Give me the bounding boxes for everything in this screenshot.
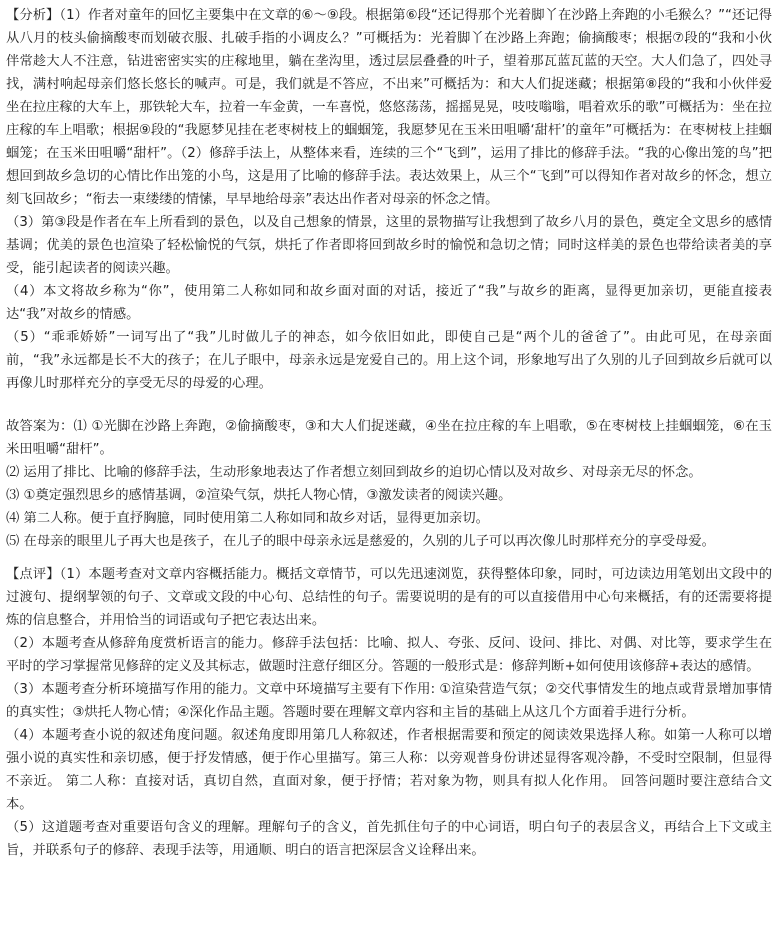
spacer bbox=[6, 553, 772, 563]
comment-paragraph-5: （5）这道题考查对重要语句含义的理解。理解句子的含义，首先抓住句子的中心词语，明白句子的表层含义，再结合上下文或主旨，并联系句子的修辞、表现手法等，用通顺、明白的语言把深层含义诠释出来。 bbox=[6, 820, 772, 858]
comment-paragraph-1: 【点评】（1）本题考查对文章内容概括能力。概括文章情节，可以先迅速浏览，获得整体印象，同时，可边读边用笔划出文段中的过渡句、提纲挈领的句子、文章或文段的中心句、总结性的句子。需要说明的是有的可以直接借用中心句来概括，有的还需要将提炼的信息整合，并用恰当的词语或句子把它表达出来。 bbox=[6, 567, 772, 628]
comment-paragraph-4: （4）本题考查小说的叙述角度问题。叙述角度即用第几人称叙述，作者根据需要和预定的阅读效果选择人称。如第一人称可以增强小说的真实性和亲切感，便于抒发情感，便于作心里描写。第三人称：以旁观普身份讲述显得客观冷静，不受时空限制，但显得不亲近。 第二人称：直接对话，真切自然，直面对象，便于抒情；若对象为物，则具有拟人化作用。 回答问题时要注意结合文本。 bbox=[6, 728, 772, 812]
analysis-paragraph-1: 【分析】（1）作者对童年的回忆主要集中在文章的⑥～⑨段。根据第⑥段“还记得那个光着脚丫在沙路上奔跑的小毛猴么？”“还记得从八月的枝头偷摘酸枣而划破衣服、扎破手指的小调皮么？”可概括为：光着脚丫在沙路上奔跑；偷摘酸枣；根据⑦段的“我和小伙伴常趁大人不注意，钻进密密实实的庄稼地里，躺在垄沟里，透过层层叠叠的叶子，望着那瓦蓝瓦蓝的天空。大人们急了，四处寻找，满村响起母亲们悠长悠长的喊声。可是，我们就是不答应，不出来”可概括为：和大人们捉迷藏；根据第⑧段的“我和小伙伴爱坐在拉庄稼的大车上，那铁轮大车，拉着一车金黄，一车喜悦，悠悠荡荡，摇摇晃晃，吱吱嗡嗡，唱着欢乐的歌”可概括为：坐在拉庄稼的车上唱歌；根据⑨段的“我愿梦见挂在老枣树枝上的蝈蝈笼，我愿梦见在玉米田咀嚼‘甜杆’的童年”可概括为：在枣树枝上挂蝈蝈笼；在玉米田咀嚼“甜杆”。（2）修辞手法上，从整体来看，连续的三个“飞到”，运用了排比的修辞手法。“我的心像出笼的鸟”把想回到故乡急切的心情比作出笼的小鸟，这是用了比喻的修辞手法。表达效果上，从三个“飞到”可以得知作者对故乡的怀念，想立刻飞回故乡；“衔去一束缕缕的情愫，早早地给母亲”表达出作者对母亲的怀念之情。 bbox=[6, 8, 772, 207]
analysis-paragraph-2: （3）第③段是作者在车上所看到的景色，以及自己想象的情景，这里的景物描写让我想到了故乡八月的景色，奠定全文思乡的感情基调；优美的景色也渲染了轻松愉悦的气氛，烘托了作者即将回到故乡时的愉悦和急切之情；同时这样美的景色也带给读者美的享受，能引起读者的阅读兴趣。 bbox=[6, 215, 772, 276]
spacer bbox=[6, 395, 772, 415]
comment-section bbox=[6, 563, 772, 862]
comment-paragraph-3: （3）本题考查分析环境描写作用的能力。文章中环境描写主要有下作用: ①渲染营造气氛；②交代事情发生的地点或背景增加事情的真实性；③烘托人物心情；④深化作品主题。答题时要在理解文章内容和主旨的基础上从这几个方面着手进行分析。 bbox=[6, 682, 772, 720]
answer-paragraph-2: ⑵ 运用了排比、比喻的修辞手法，生动形象地表达了作者想立刻回到故乡的迫切心情以及对故乡、对母亲无尽的怀念。 bbox=[6, 465, 702, 480]
analysis-paragraph-4: （5）“乖乖娇娇”一词写出了“我”儿时做儿子的神态，如今依旧如此，即使自己是“两个儿的爸爸了”。由此可见，在母亲面前，“我”永远都是长不大的孩子；在儿子眼中，母亲永远是宠爱自己的。用上这个词，形象地写出了久别的儿子回到故乡后就可以再像儿时那样充分的享受无尽的母爱的心理。 bbox=[6, 330, 772, 391]
answer-paragraph-5: ⑸ 在母亲的眼里儿子再大也是孩子，在儿子的眼中母亲永远是慈爱的，久别的儿子可以再次像儿时那样充分的享受母爱。 bbox=[6, 534, 715, 549]
answer-paragraph-4: ⑷ 第二人称。便于直抒胸臆，同时使用第二人称如同和故乡对话，显得更加亲切。 bbox=[6, 511, 489, 526]
answer-paragraph-1: 故答案为：⑴ ①光脚在沙路上奔跑，②偷摘酸枣，③和大人们捉迷藏，④坐在拉庄稼的车上唱歌，⑤在枣树枝上挂蝈蝈笼，⑥在玉米田咀嚼“甜杆”。 bbox=[6, 419, 772, 457]
analysis-section bbox=[6, 4, 772, 395]
comment-paragraph-2: （2）本题考查从修辞角度赏析语言的能力。修辞手法包括：比喻、拟人、夸张、反问、设问、排比、对偶、对比等，要求学生在平时的学习掌握常见修辞的定义及其标志，做题时注意仔细区分。答题的一般形式是：修辞判断+如何使用该修辞+表达的感情。 bbox=[6, 636, 772, 674]
answer-paragraph-3: ⑶ ①奠定强烈思乡的感情基调，②渲染气氛，烘托人物心情，③激发读者的阅读兴趣。 bbox=[6, 488, 512, 503]
answers-section bbox=[6, 415, 772, 553]
analysis-paragraph-3: （4）本文将故乡称为“你”，使用第二人称如同和故乡面对面的对话，接近了“我”与故乡的距离，显得更加亲切，更能直接表达“我”对故乡的情感。 bbox=[6, 284, 772, 322]
